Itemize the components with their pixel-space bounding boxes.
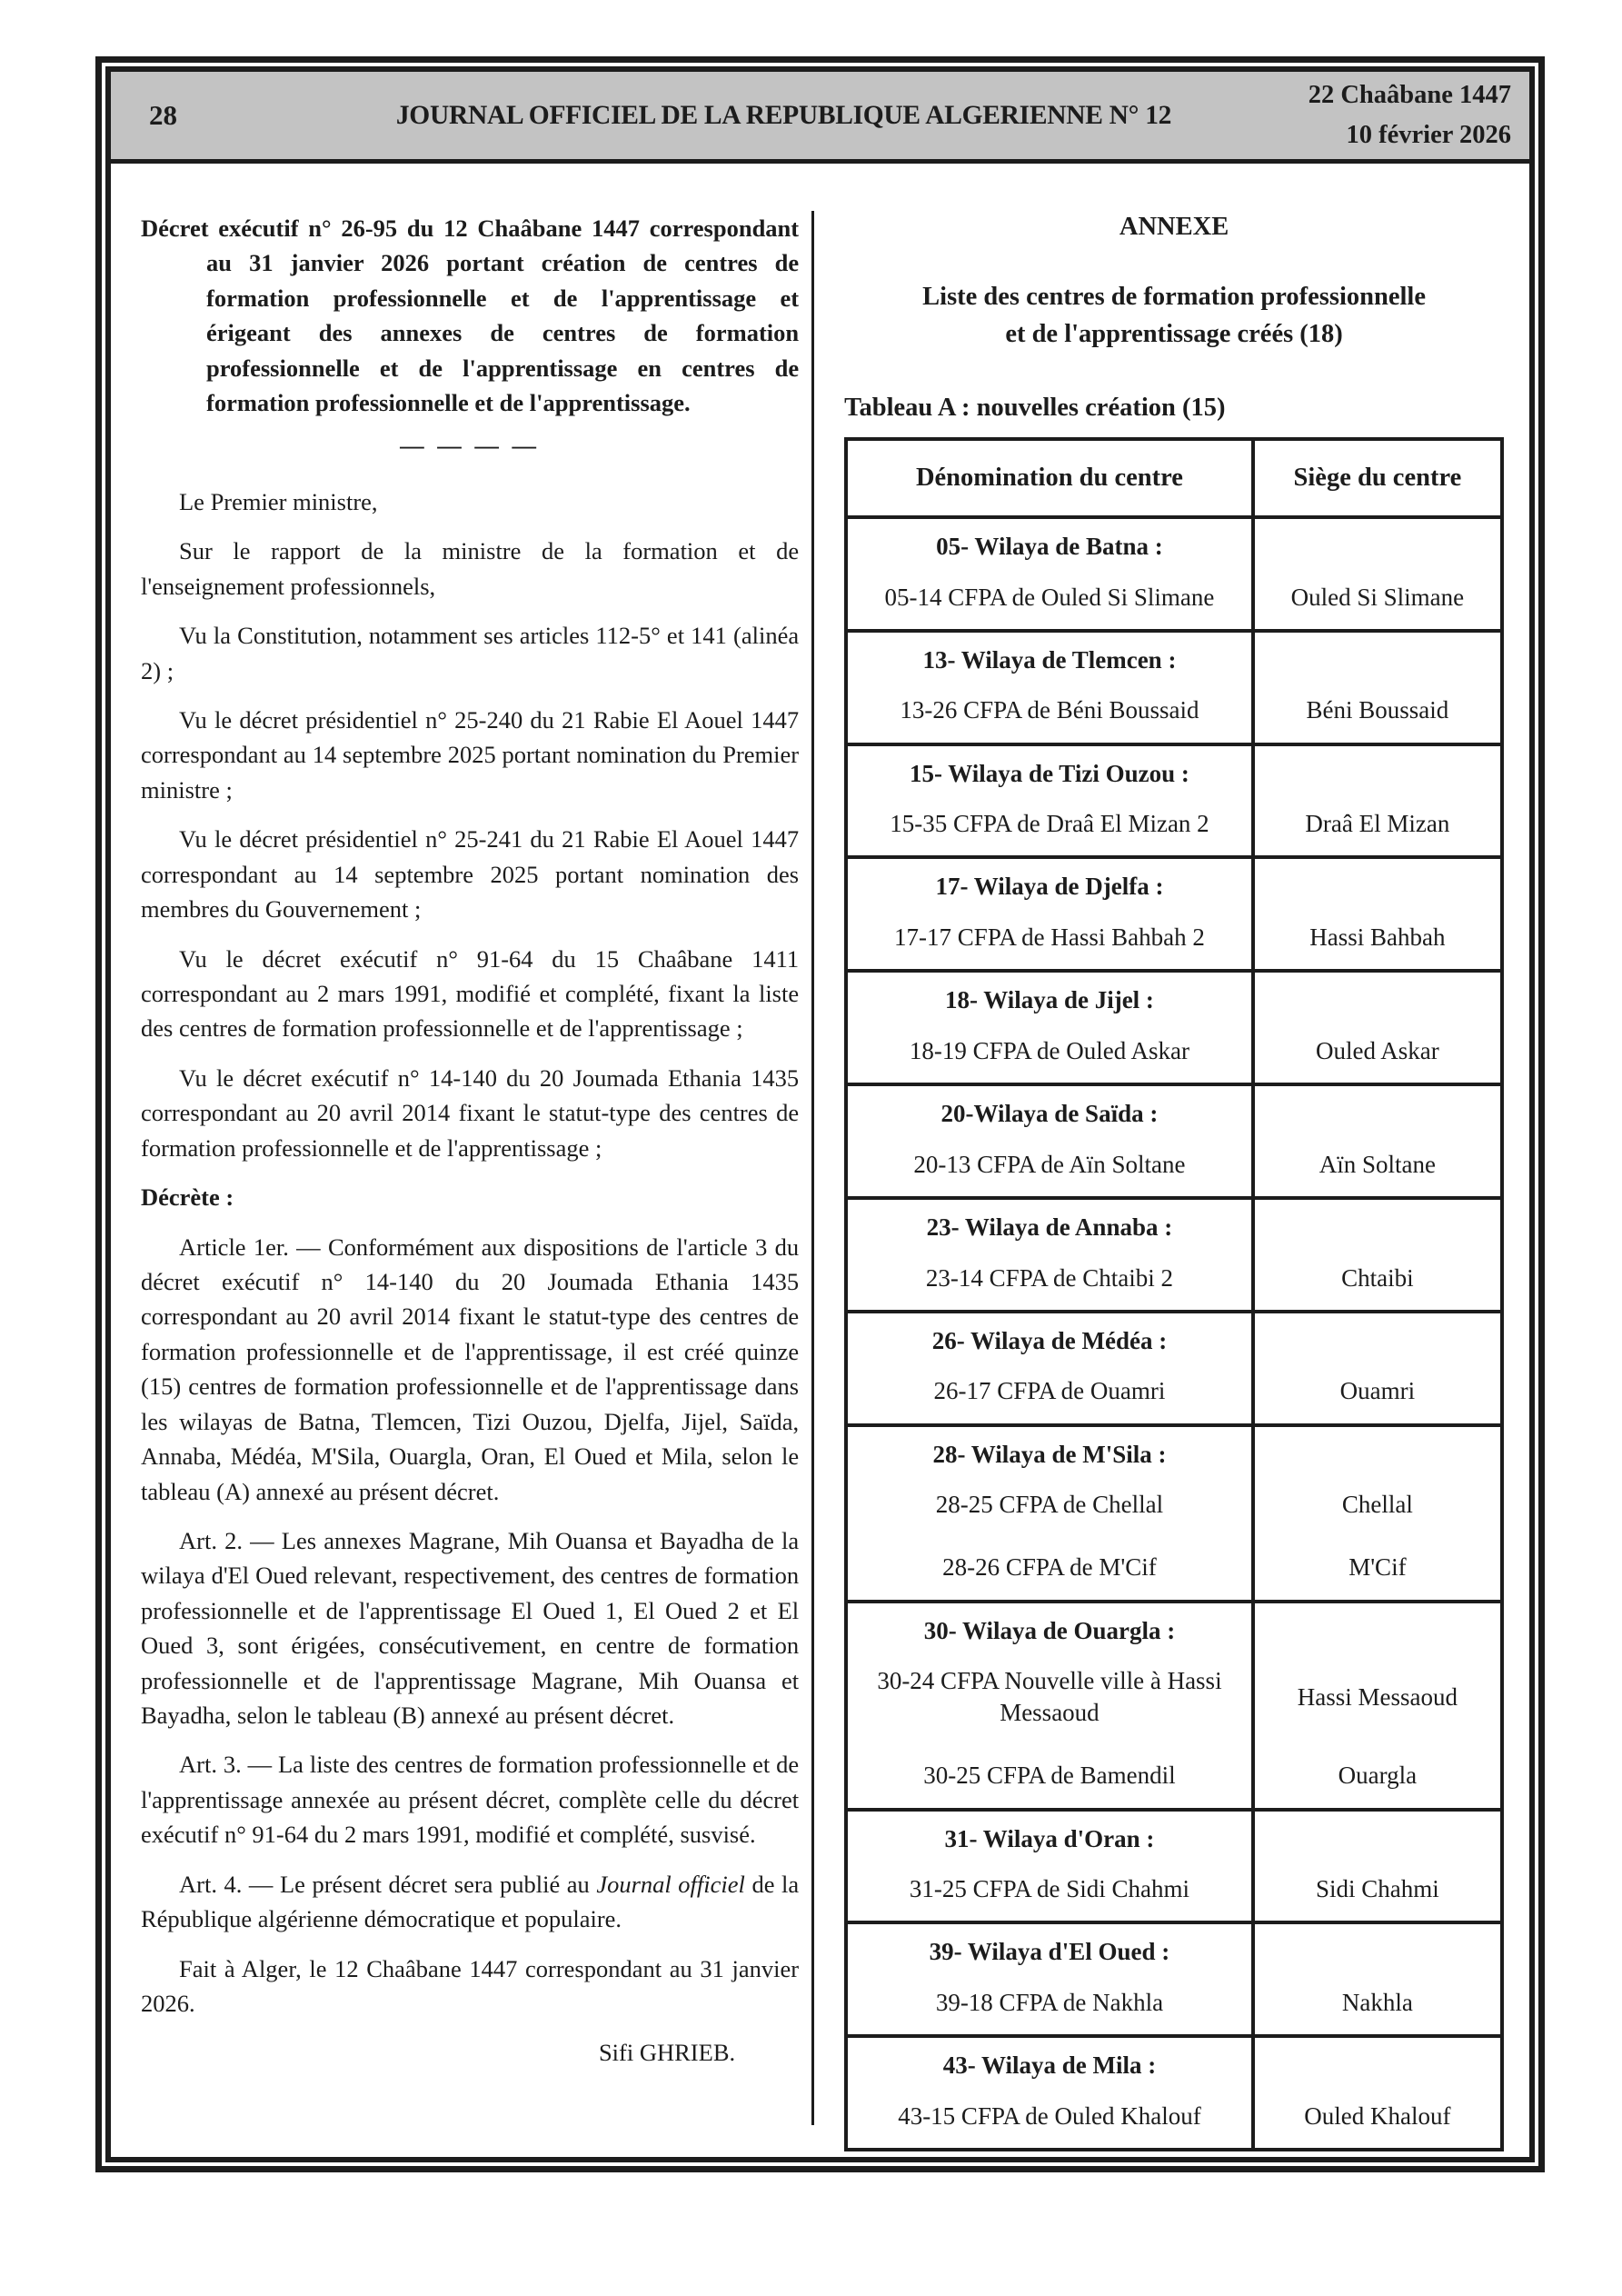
decree-paragraph: [141, 1180, 799, 1214]
siege-name: Ouamri: [1251, 1360, 1500, 1423]
spacer-cell: [1251, 633, 1500, 680]
siege-name: Hassi Bahbah: [1251, 906, 1500, 969]
decree-paragraph: [141, 1523, 799, 1733]
decree-paragraph: [141, 1867, 799, 1937]
page-content: [111, 164, 1529, 2157]
center-name: 43-15 CFPA de Ouled Khalouf: [898, 2101, 1201, 2130]
siege-name: Nakhla: [1251, 1972, 1500, 2034]
annex-subtitle: [844, 278, 1504, 354]
center-name: 20-13 CFPA de Aïn Soltane: [913, 1150, 1186, 1178]
wilaya-group: [848, 1427, 1500, 1603]
spacer-cell: [1251, 859, 1500, 906]
header-denomination: Dénomination du centre: [915, 463, 1183, 492]
table-header-row: [848, 441, 1500, 519]
wilaya-heading: 18- Wilaya de Jijel :: [944, 986, 1154, 1014]
center-name: 17-17 CFPA de Hassi Bahbah 2: [894, 923, 1205, 952]
siege-name: Chtaibi: [1251, 1247, 1500, 1310]
siege-name: Ouled Si Slimane: [1251, 566, 1500, 629]
annex-subtitle-line2: et de l'apprentissage créés (18): [1005, 320, 1343, 349]
wilaya-heading: 30- Wilaya de Ouargla :: [923, 1616, 1176, 1644]
siege-name: Ouled Askar: [1251, 1020, 1500, 1083]
spacer-cell: [1251, 973, 1500, 1020]
spacer-cell: [1251, 746, 1500, 794]
date-gregorian: 10 février 2026: [1346, 121, 1511, 149]
text-segment: Le Premier ministre,: [179, 487, 378, 515]
spacer-cell: [1251, 1812, 1500, 1859]
wilaya-heading: 28- Wilaya de M'Sila :: [932, 1440, 1167, 1468]
wilaya-group: [848, 1313, 1500, 1427]
center-name: 28-26 CFPA de M'Cif: [942, 1553, 1157, 1582]
text-segment: de la République algérienne démocratique et populaire.: [141, 1870, 800, 1933]
wilaya-group: [848, 859, 1500, 973]
wilaya-group: [848, 519, 1500, 633]
wilaya-group: [848, 1924, 1500, 2038]
decree-paragraph: [141, 1230, 799, 1509]
decree-paragraph: [141, 1061, 799, 1165]
text-segment: Fait à Alger, le 12 Chaâbane 1447 correspondant au 31 janvier 2026.: [141, 1954, 800, 2017]
journal-title: JOURNAL OFFICIEL DE LA REPUBLIQUE ALGERIENNE N° 12: [395, 100, 1172, 130]
spacer-cell: [1251, 1313, 1500, 1361]
siege-name: M'Cif: [1251, 1536, 1500, 1599]
center-name: 05-14 CFPA de Ouled Si Slimane: [884, 583, 1215, 611]
decree-paragraph: [141, 942, 799, 1046]
decree-paragraph: [141, 822, 799, 926]
siege-name: Ouargla: [1251, 1744, 1500, 1807]
wilaya-heading: 13- Wilaya de Tlemcen :: [922, 645, 1177, 674]
wilaya-heading: 43- Wilaya de Mila :: [942, 2051, 1157, 2080]
decree-paragraph: [141, 484, 799, 519]
wilaya-heading: 31- Wilaya d'Oran :: [944, 1824, 1155, 1852]
page-inner-border: [105, 66, 1535, 2162]
decree-paragraph: [141, 211, 799, 421]
wilaya-heading: 05- Wilaya de Batna :: [936, 532, 1163, 560]
page-number: 28: [149, 99, 177, 131]
text-segment: Vu le décret exécutif n° 91-64 du 15 Chaâbane 1411 correspondant au 2 mars 1991, modifié et complété, fixant la liste des centres de formation professionnelle et de l'apprentissage ;: [141, 944, 800, 1043]
text-segment: Art. 2. — Les annexes Magrane, Mih Ouansa et Bayadha de la wilaya d'El Oued relevant, respectivement, des centres de formation professionnelle et de l'apprentissage El Oued 1, El Oued 2 et El Oued 3, sont érigées, consécutivement, en centre de formation professionnelle et de l'apprentissage Magrane, Mih Ouansa et Bayadha, selon le tableau (B) annexé au présent décret.: [141, 1526, 800, 1730]
text-segment: Vu le décret présidentiel n° 25-240 du 21 Rabie El Aouel 1447 correspondant au 14 septembre 2025 portant nomination du Premier ministre ;: [141, 706, 800, 804]
text-segment: Article 1er. — Conformément aux dispositions de l'article 3 du décret exécutif n° 14-140 du 20 Joumada Ethania 1435 correspondant au 20 avril 2014 fixant le statut-type des centres de formation professionnelle et de l'apprentissage, il est créé quinze (15) centres de formation professionnelle et de l'apprentissage dans les wilayas de Batna, Tlemcen, Tizi Ouzou, Djelfa, Jijel, Saïda, Annaba, Médéa, M'Sila, Ouargla, Oran, El Oued et Mila, selon le tableau (A) annexé au présent décret.: [141, 1233, 800, 1505]
center-name: 30-25 CFPA de Bamendil: [923, 1762, 1176, 1790]
text-segment: Vu le décret présidentiel n° 25-241 du 21 Rabie El Aouel 1447 correspondant au 14 septembre 2025 portant nomination des membres du Gouvernement ;: [141, 825, 800, 923]
siege-name: Béni Boussaid: [1251, 679, 1500, 742]
wilaya-group: [848, 1086, 1500, 1200]
center-name: 28-25 CFPA de Chellal: [935, 1491, 1164, 1519]
date-hijri: 22 Chaâbane 1447: [1308, 80, 1511, 109]
center-name: 30-24 CFPA Nouvelle ville à Hassi Messaoud: [877, 1667, 1222, 1727]
text-segment: Journal officiel: [596, 1870, 745, 1898]
text-segment: Décret exécutif n° 26-95 du 12 Chaâbane 1447 correspondant au 31 janvier 2026 portant création de centres de formation professionnelle et de l'apprentissage et érigeant des annexes de centres de formation professionnelle et de l'apprentissage en centres de formation professionnelle et de l'apprentissage.: [141, 215, 800, 417]
wilaya-heading: 39- Wilaya d'El Oued :: [929, 1938, 1170, 1966]
text-segment: Sur le rapport de la ministre de la formation et de l'enseignement professionnels,: [141, 537, 800, 600]
wilaya-heading: 17- Wilaya de Djelfa :: [935, 873, 1164, 901]
siege-name: Hassi Messaoud: [1251, 1650, 1500, 1744]
issue-dates: [1275, 75, 1529, 155]
wilaya-heading: 20-Wilaya de Saïda :: [940, 1100, 1159, 1128]
siege-name: Aïn Soltane: [1251, 1133, 1500, 1196]
decree-paragraph: [141, 1952, 799, 2021]
spacer-cell: [1251, 1427, 1500, 1474]
wilaya-group: [848, 973, 1500, 1086]
decree-paragraph: [141, 618, 799, 688]
wilaya-heading: 23- Wilaya de Annaba :: [926, 1213, 1173, 1241]
center-name: 31-25 CFPA de Sidi Chahmi: [909, 1875, 1189, 1903]
decree-paragraph: [141, 428, 799, 463]
spacer-cell: [1251, 1086, 1500, 1133]
wilaya-group: [848, 2038, 1500, 2148]
decree-column: [111, 164, 811, 2157]
siege-name: Chellal: [1251, 1473, 1500, 1536]
wilaya-group: [848, 1812, 1500, 1925]
siege-name: Ouled Khalouf: [1251, 2085, 1500, 2148]
text-segment: — — — —: [400, 431, 540, 459]
masthead: [111, 72, 1529, 164]
decree-paragraph: [141, 1747, 799, 1852]
spacer-cell: [1251, 1200, 1500, 1247]
text-segment: Vu le décret exécutif n° 14-140 du 20 Joumada Ethania 1435 correspondant au 20 avril 2014 fixant le statut-type des centres de formation professionnelle et de l'apprentissage ;: [141, 1063, 800, 1162]
decree-paragraph: [141, 534, 799, 604]
annex-title: ANNEXE: [1119, 213, 1229, 241]
header-siege: Siège du centre: [1251, 441, 1500, 515]
wilaya-group: [848, 1200, 1500, 1313]
wilaya-group: [848, 633, 1500, 746]
page-frame: [95, 56, 1545, 2172]
siege-name: Sidi Chahmi: [1251, 1858, 1500, 1921]
spacer-cell: [1251, 519, 1500, 566]
text-segment: Vu la Constitution, notamment ses articles 112-5° et 141 (alinéa 2) ;: [141, 622, 800, 684]
annex-column: [814, 164, 1529, 2157]
text-segment: Décrète :: [141, 1183, 234, 1212]
text-segment: Art. 3. — La liste des centres de formation professionnelle et de l'apprentissage annexée au présent décret, complète celle du décret exécutif n° 91-64 du 2 mars 1991, modifié et complété, susvisé.: [141, 1751, 800, 1849]
wilaya-heading: 15- Wilaya de Tizi Ouzou :: [910, 759, 1189, 787]
center-name: 23-14 CFPA de Chtaibi 2: [925, 1263, 1173, 1292]
siege-name: Draâ El Mizan: [1251, 793, 1500, 855]
center-name: 39-18 CFPA de Nakhla: [935, 1989, 1164, 2017]
wilaya-group: [848, 746, 1500, 860]
spacer-cell: [1251, 2038, 1500, 2085]
center-name: 15-35 CFPA de Draâ El Mizan 2: [890, 810, 1209, 838]
annex-subtitle-line1: Liste des centres de formation professionnelle: [922, 283, 1426, 311]
decree-paragraph: [141, 703, 799, 807]
center-name: 26-17 CFPA de Ouamri: [933, 1377, 1166, 1405]
centers-table: [844, 437, 1504, 2151]
spacer-cell: [1251, 1603, 1500, 1651]
center-name: 18-19 CFPA de Ouled Askar: [909, 1036, 1189, 1064]
center-name: 13-26 CFPA de Béni Boussaid: [900, 696, 1199, 724]
wilaya-heading: 26- Wilaya de Médéa :: [931, 1326, 1168, 1354]
decree-paragraph: [141, 2035, 799, 2070]
text-segment: Art. 4. — Le présent décret sera publié au: [179, 1870, 597, 1898]
spacer-cell: [1251, 1924, 1500, 1972]
table-label: Tableau A : nouvelles création (15): [844, 393, 1226, 422]
text-segment: Sifi GHRIEB.: [598, 2039, 736, 2067]
table-body: [848, 519, 1500, 2148]
wilaya-group: [848, 1603, 1500, 1812]
